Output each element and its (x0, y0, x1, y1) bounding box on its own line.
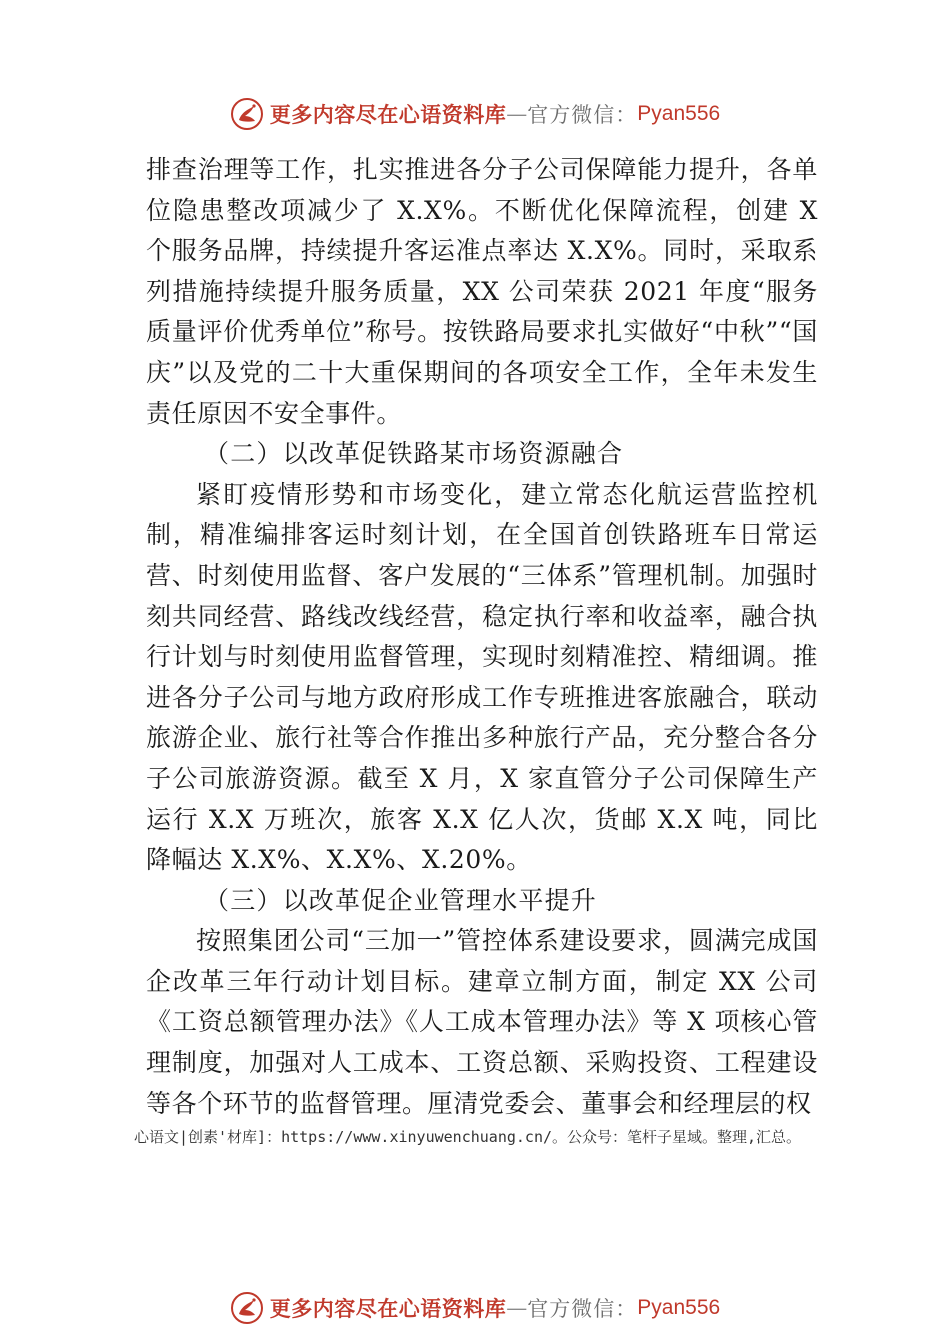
paragraph-management: 按照集团公司“三加一”管控体系建设要求，圆满完成国企改革三年行动计划目标。建章立制方面，制定 XX 公司《工资总额管理办法》《人工成本管理办法》等 X 项核心管理制度，加强对人工成本、工资总额、采购投资、工程建设等各个环节的监督管理。厘清党委会、董事会和经理层的权 (146, 926, 818, 1118)
paragraph-market: 紧盯疫情形势和市场变化，建立常态化航运营监控机制，精准编排客运时刻计划，在全国首创铁路班车日常运营、时刻使用监督、客户发展的“三体系”管理机制。加强时刻共同经营、路线改线经营，稳定执行率和收益率，融合执行计划与时刻使用监督管理，实现时刻精准控、精细调。推进各分子公司与地方政府形成工作专班推进客旅融合，联动旅游企业、旅行社等合作推出多种旅行产品，充分整合各分子公司旅游资源。截至 X 月，X 家直管分子公司保障生产运行 X.X 万班次，旅客 X.X 亿人次，货邮 X.X 吨，同比降幅达 X.X%、X.X%、X.20%。 (146, 479, 818, 875)
section-heading-2: （二）以改革促铁路某市场资源融合 (204, 439, 624, 469)
footer-banner-dash: — (506, 1296, 528, 1320)
swan-logo-icon (230, 1291, 264, 1325)
section-heading-3: （三）以改革促企业管理水平提升 (204, 885, 598, 915)
header-banner (0, 94, 950, 134)
footer-banner-wechat-id: Pyan556 (637, 1296, 721, 1319)
banner-wechat-label: 官方微信： (527, 103, 638, 127)
banner-wechat-id: Pyan556 (637, 102, 721, 125)
source-footnote: 心语文|创素'材库]：https://www.xinyuwenchuang.cn/。公众号：笔杆子星域。整理,汇总。 (134, 1128, 802, 1146)
banner-site-name: 更多内容尽在心语资料库 (269, 102, 507, 127)
document-body (146, 150, 818, 1124)
banner-dash: — (506, 102, 528, 126)
footer-banner-wechat-label: 官方微信： (527, 1297, 638, 1321)
footer-banner (0, 1288, 950, 1328)
paragraph-continuation: 排查治理等工作，扎实推进各分子公司保障能力提升，各单位隐患整改项减少了 X.X%。不断优化保障流程，创建 X 个服务品牌，持续提升客运准点率达 X.X%。同时，采取系列措施持续提升服务质量，XX 公司荣获 2021 年度“服务质量评价优秀单位”称号。按铁路局要求扎实做好“中秋”“国庆”以及党的二十大重保期间的各项安全工作，全年未发生责任原因不安全事件。 (146, 155, 818, 428)
footer-banner-site-name: 更多内容尽在心语资料库 (269, 1296, 507, 1321)
swan-logo-icon (230, 97, 264, 131)
